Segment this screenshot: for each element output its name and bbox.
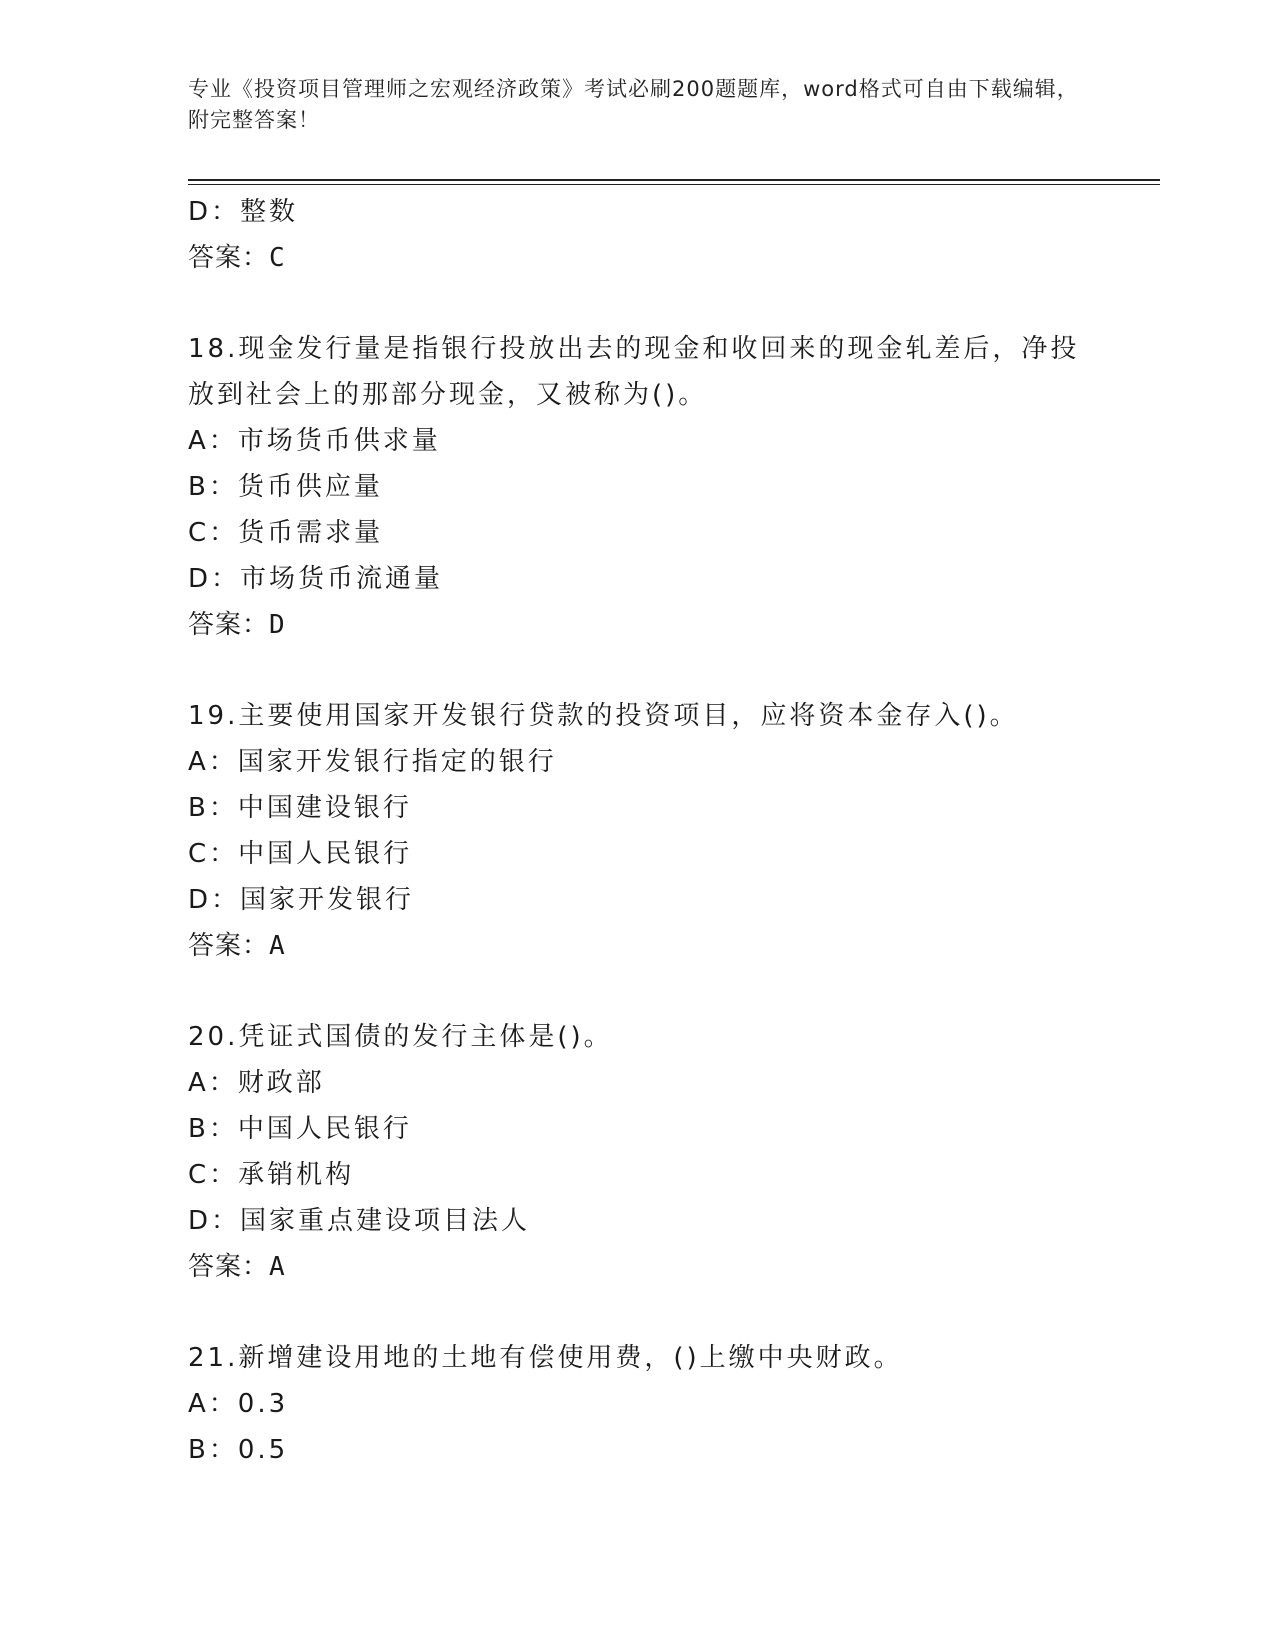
- question-stem: 20.凭证式国债的发行主体是()。: [188, 1022, 613, 1052]
- option-b: B：中国建设银行: [188, 793, 412, 823]
- option-d: D：整数: [188, 197, 299, 227]
- answer-value: A: [269, 1252, 286, 1282]
- option-b: B：中国人民银行: [188, 1114, 412, 1144]
- option-a: A：0.3: [188, 1389, 289, 1419]
- question-20: [188, 1014, 1088, 1290]
- answer-line: [188, 235, 1088, 281]
- answer-line: [188, 1244, 1088, 1290]
- header-rule-thick: [188, 179, 1160, 181]
- header-rule-thin: [188, 184, 1160, 185]
- option-d: D：国家开发银行: [188, 885, 415, 915]
- answer-label: 答案：: [188, 931, 270, 961]
- question-21: [188, 1335, 1088, 1473]
- answer-label: 答案：: [188, 1252, 270, 1282]
- answer-value: A: [269, 931, 286, 961]
- option-b: B：货币供应量: [188, 472, 383, 502]
- option-a: A：市场货币供求量: [188, 426, 441, 456]
- option-b: B：0.5: [188, 1435, 289, 1465]
- option-a: A：财政部: [188, 1068, 325, 1098]
- document-header: 专业《投资项目管理师之宏观经济政策》考试必刷200题题库，word格式可自由下载编辑，附完整答案！: [188, 77, 1079, 132]
- option-d: D：市场货币流通量: [188, 564, 444, 594]
- option-c: C：承销机构: [188, 1160, 355, 1190]
- answer-line: [188, 602, 1088, 648]
- answer-label: 答案：: [188, 610, 270, 640]
- answer-value: D: [269, 610, 286, 640]
- option-a: A：国家开发银行指定的银行: [188, 747, 557, 777]
- answer-label: 答案：: [188, 243, 270, 273]
- option-c: C：中国人民银行: [188, 839, 413, 869]
- question-stem: 19.主要使用国家开发银行贷款的投资项目，应将资本金存入()。: [188, 701, 1019, 731]
- option-c: C：货币需求量: [188, 518, 384, 548]
- question-stem: 18.现金发行量是指银行投放出去的现金和收回来的现金轧差后，净投放到社会上的那部分现金，又被称为()。: [188, 334, 1080, 410]
- option-d: D：国家重点建设项目法人: [188, 1206, 531, 1236]
- question-18: [188, 326, 1088, 648]
- question-stem: 21.新增建设用地的土地有偿使用费，()上缴中央财政。: [188, 1343, 903, 1373]
- question-19: [188, 693, 1088, 969]
- question-list: [188, 189, 1088, 1473]
- answer-line: [188, 923, 1088, 969]
- answer-value: C: [269, 243, 286, 273]
